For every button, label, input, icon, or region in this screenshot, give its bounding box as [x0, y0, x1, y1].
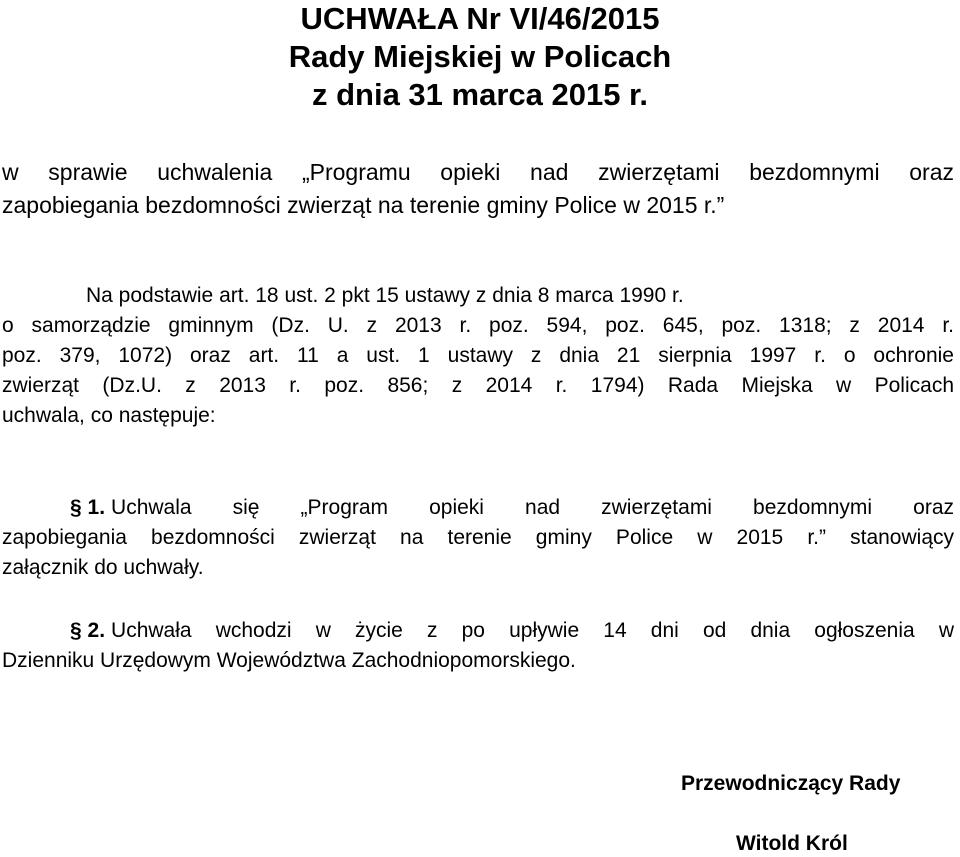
signature-role: Przewodniczący Rady	[681, 772, 901, 795]
document-title	[0, 0, 960, 114]
signature-name: Witold Król	[736, 832, 848, 855]
paragraph-1-line-2: zapobiegania bezdomności zwierząt na terenie gminy Police w 2015 r.” stanowiący	[2, 526, 954, 549]
paragraph-2-line-1	[2, 616, 954, 646]
preamble-line-4: zwierząt (Dz.U. z 2013 r. poz. 856; z 2014 r. 1794) Rada Miejska w Policach	[2, 374, 954, 397]
subject-line-2: zapobiegania bezdomności zwierząt na terenie gminy Police w 2015 r.”	[2, 192, 725, 218]
preamble-line-1: Na podstawie art. 18 ust. 2 pkt 15 ustawy z dnia 8 marca 1990 r.	[86, 284, 684, 307]
paragraph-1-mark: § 1.	[70, 496, 106, 519]
title-line-3: z dnia 31 marca 2015 r.	[311, 77, 649, 112]
paragraph-1	[2, 493, 954, 583]
paragraph-1-text: Uchwala się „Program opieki nad zwierzętami bezdomnymi oraz	[111, 496, 954, 519]
title-line-2: Rady Miejskiej w Policach	[288, 39, 672, 74]
paragraph-2-mark: § 2.	[70, 619, 106, 642]
resolution-subject	[2, 156, 954, 222]
preamble-line-3: poz. 379, 1072) oraz art. 11 a ust. 1 ustawy z dnia 21 sierpnia 1997 r. o ochronie	[2, 344, 954, 367]
paragraph-2-text: Uchwała wchodzi w życie z po upływie 14 dni od dnia ogłoszenia w	[111, 619, 954, 642]
title-line-1: UCHWAŁA Nr VI/46/2015	[300, 1, 660, 36]
preamble	[2, 281, 954, 431]
preamble-line-2: o samorządzie gminnym (Dz. U. z 2013 r. poz. 594, poz. 645, poz. 1318; z 2014 r.	[2, 314, 954, 337]
paragraph-1-line-3: załącznik do uchwały.	[2, 556, 204, 579]
paragraph-1-line-1	[2, 493, 954, 523]
paragraph-2-line-2: Dzienniku Urzędowym Województwa Zachodniopomorskiego.	[2, 649, 576, 672]
subject-line-1: w sprawie uchwalenia „Programu opieki nad zwierzętami bezdomnymi oraz	[2, 159, 954, 185]
preamble-line-5: uchwala, co następuje:	[2, 404, 216, 427]
paragraph-2	[2, 616, 954, 676]
